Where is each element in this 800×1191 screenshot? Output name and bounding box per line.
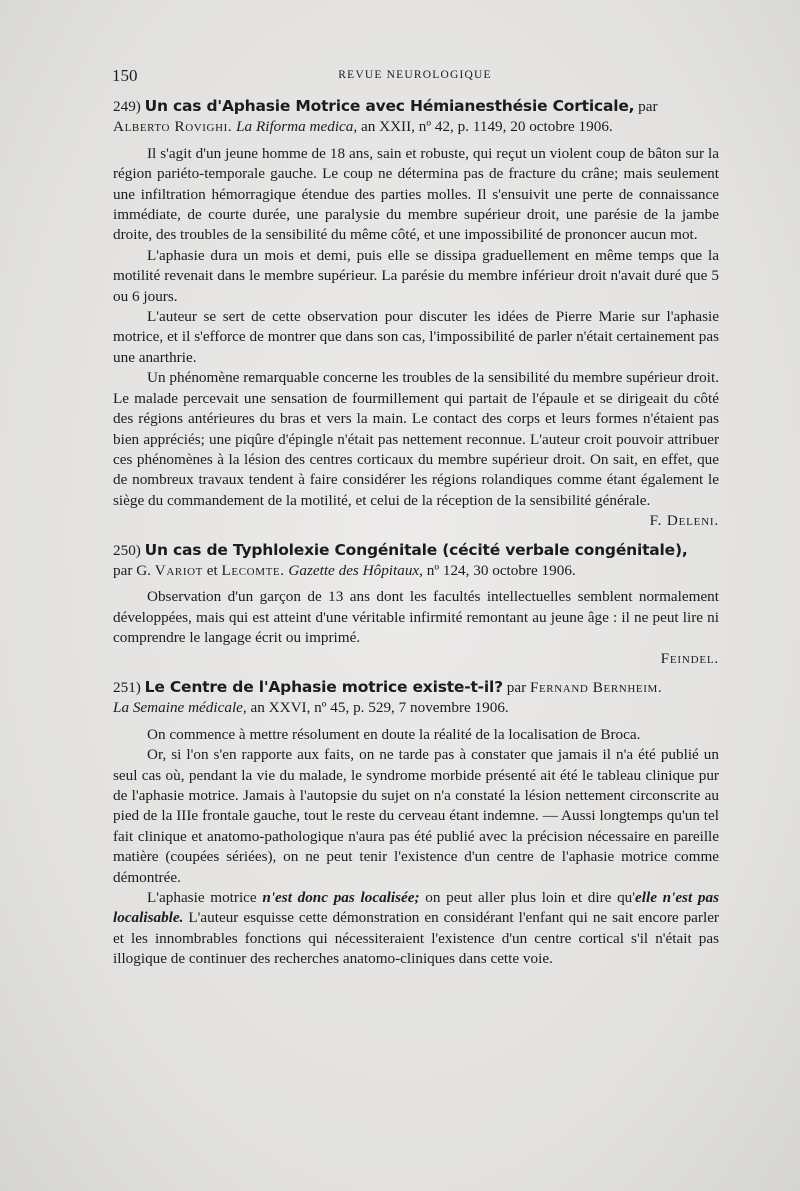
- author-name: Lecomte.: [221, 561, 285, 579]
- text-run: L'aphasie motrice: [147, 889, 263, 907]
- paragraph-final: [113, 888, 719, 970]
- paragraph: On commence à mettre résolument en doute la réalité de la localisation de Broca.: [147, 725, 641, 743]
- journal-title: REVUE NEUROLOGIQUE: [338, 69, 492, 81]
- source-journal: La Semaine médicale,: [113, 699, 247, 717]
- text-run: on peut aller plus loin et dire qu': [419, 889, 636, 907]
- article-249: [113, 96, 719, 532]
- source-journal: La Riforma medica,: [236, 118, 358, 136]
- paragraph: Or, si l'on s'en rapporte aux faits, on ne tarde pas à constater que jamais il n'a été publié un seul cas où, pendant la vie du malade, le syndrome morbide présenté ait été le tableau clinique pur de l'aphasie motrice. Jamais à l'autopsie du sujet on n'a constaté la lésion nettement circonscrite au pied de la IIIe frontale gauche, tout le reste du cerveau étant indemne. — Aussi longtemps qu'un tel fait clinique et anatomo-pathologique n'aura pas été publié avec la précision nécessaire en pareille matière (coupées sériées), on ne peut tenir l'existence d'un centre de l'aphasie motrice comme démontrée.: [113, 746, 719, 886]
- article-citation: [113, 117, 719, 137]
- reviewer-signature: Feindel.: [660, 649, 719, 667]
- page-body: [113, 96, 719, 970]
- byline-prefix: par G.: [113, 561, 155, 579]
- text-run: L'auteur esquisse cette démonstration en considérant l'enfant qui ne sait encore parler et les innombrables fonctions qui nécessiteraient l'existence d'un centre cortical s'il n'était pas illogique de continuer des recherches anatomo-cliniques dans cette voie.: [113, 909, 719, 968]
- article-heading: [113, 540, 719, 561]
- paragraph: L'aphasie dura un mois et demi, puis elle se dissipa graduellement en même temps que la motilité revenait dans le membre supérieur. La parésie du membre inférieur droit n'avait duré que 5 ou 6 jours.: [113, 246, 719, 305]
- emphasis: n'est donc pas localisée;: [262, 889, 420, 907]
- article-citation: [113, 698, 719, 718]
- article-citation: [113, 561, 719, 581]
- article-number: 249): [113, 98, 141, 115]
- byline-par: par: [634, 98, 658, 115]
- article-251: [113, 677, 719, 970]
- reviewer-signature: F. Deleni.: [649, 512, 719, 530]
- paragraph: L'auteur se sert de cette observation pour discuter les idées de Pierre Marie sur l'aphasie motrice, et il s'efforce de montrer que dans son cas, l'impossibilité de parler n'était certainement pas une anarthrie.: [113, 308, 719, 366]
- emphasis: elle n'est pas localisable.: [113, 889, 719, 927]
- author-name: Variot: [154, 561, 203, 579]
- article-number: 251): [113, 678, 141, 696]
- source-details: an XXII, nº 42, p. 1149, 20 octobre 1906.: [357, 118, 613, 136]
- byline-prefix: par: [502, 678, 530, 696]
- author-name: Fernand Bernheim.: [529, 678, 663, 696]
- article-title: Un cas d'Aphasie Motrice avec Hémianesthésie Corticale,: [144, 97, 635, 115]
- paragraph: Il s'agit d'un jeune homme de 18 ans, sain et robuste, qui reçut un violent coup de bâton sur la région pariéto-temporale gauche. Le coup ne détermina pas de fracture du crâne; mais seulement une infiltration hémorragique étendue des parties molles. Il s'ensuivit une perte de connaissance immédiate, de courte durée, une paralysie du membre supérieur droit, une parésie de la jambe droite, des troubles de la sensibilité du même côté, et une impossibilité de prononcer aucun mot.: [113, 144, 719, 244]
- article-title: Le Centre de l'Aphasie motrice existe-t-il?: [144, 677, 503, 696]
- article-heading: [113, 677, 719, 698]
- article-heading: [113, 96, 719, 117]
- article-title: Un cas de Typhlolexie Congénitale (cécité verbale congénitale),: [144, 540, 688, 559]
- source-details: an XXVI, nº 45, p. 529, 7 novembre 1906.: [246, 699, 509, 717]
- source-journal: Gazette des Hôpitaux,: [288, 561, 423, 579]
- article-number: 250): [113, 541, 141, 559]
- byline-conjunction: et: [202, 561, 222, 579]
- source-details: nº 124, 30 octobre 1906.: [422, 561, 576, 579]
- article-250: [113, 540, 719, 669]
- author-name: Alberto Rovighi.: [113, 118, 233, 136]
- paragraph: Un phénomène remarquable concerne les troubles de la sensibilité du membre supérieur droit. Le malade percevait une sensation de fourmillement qui partait de l'épaule et se dirigeait du côté des régions antérieures du bras et vers la main. Le contact des corps et leurs formes n'étaient pas bien appréciés; une piqûre d'épingle n'était pas nettement reconnue. L'auteur croit pouvoir attribuer ces phénomènes à la lésion des centres corticaux du membre supérieur droit. On sait, en effet, que de nombreux travaux tendent à faire considérer les régions rolandiques comme étant également le siège du commandement de la motilité, et celui de la réception de la sensibilité générale.: [113, 369, 719, 509]
- page-number: 150: [112, 66, 138, 85]
- running-header: [112, 66, 718, 86]
- paragraph: Observation d'un garçon de 13 ans dont les facultés intellectuelles semblent normalement développées, mais qui est atteint d'une véritable infirmité remontant au jeune âge : il ne peut lire ni comprendre le langage écrit ou imprimé.: [113, 588, 719, 647]
